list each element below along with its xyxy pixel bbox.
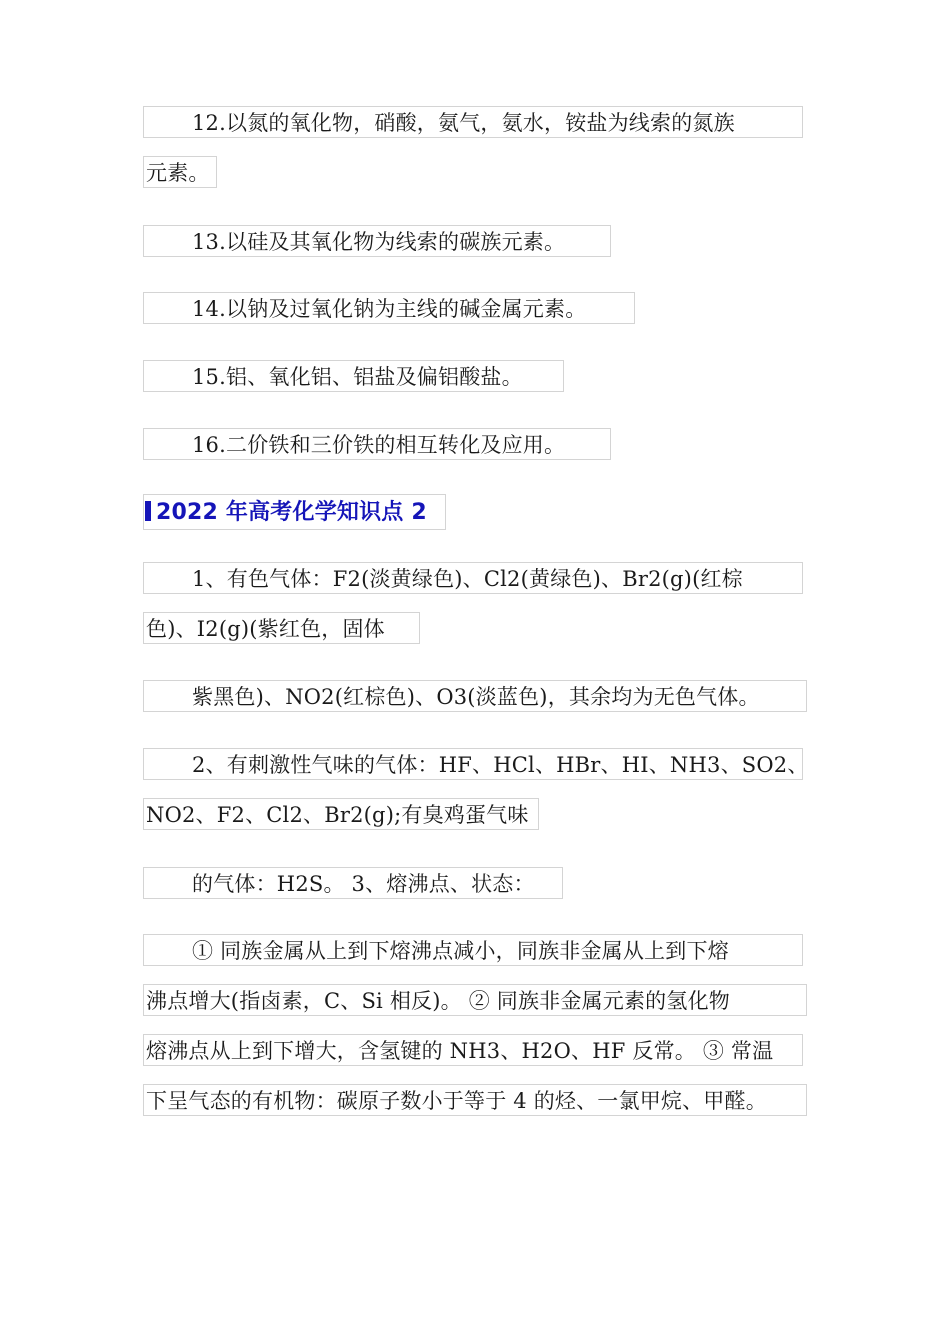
text-line: ① 同族金属从上到下熔沸点减小，同族非金属从上到下熔: [143, 934, 803, 966]
text-line: 16.二价铁和三价铁的相互转化及应用。: [143, 428, 611, 460]
text-line: 13.以硅及其氧化物为线索的碳族元素。: [143, 225, 611, 257]
text-line: 2、有刺激性气味的气体：HF、HCl、HBr、HI、NH3、SO2、: [143, 748, 803, 780]
text-line: 熔沸点从上到下增大，含氢键的 NH3、H2O、HF 反常。 ③ 常温: [143, 1034, 803, 1066]
text-line: 12.以氮的氧化物，硝酸，氨气，氨水，铵盐为线索的氮族: [143, 106, 803, 138]
text-line: 色)、I2(g)(紫红色，固体: [143, 612, 420, 644]
text-line: NO2、F2、Cl2、Br2(g);有臭鸡蛋气味: [143, 798, 539, 830]
section-heading: [143, 494, 446, 530]
text-cursor-marker: [145, 501, 151, 521]
text-line: 1、有色气体：F2(淡黄绿色)、Cl2(黄绿色)、Br2(g)(红棕: [143, 562, 803, 594]
text-line: 沸点增大(指卤素，C、Si 相反)。 ② 同族非金属元素的氢化物: [143, 984, 807, 1016]
section-heading-text: 2022 年高考化学知识点 2: [156, 500, 427, 525]
text-line: 元素。: [143, 156, 217, 188]
text-line: 紫黑色)、NO2(红棕色)、O3(淡蓝色)，其余均为无色气体。: [143, 680, 807, 712]
text-line: 的气体：H2S。 3、熔沸点、状态：: [143, 867, 563, 899]
text-line: 15.铝、氧化铝、铝盐及偏铝酸盐。: [143, 360, 564, 392]
text-line: 下呈气态的有机物：碳原子数小于等于 4 的烃、一氯甲烷、甲醛。: [143, 1084, 807, 1116]
text-line: 14.以钠及过氧化钠为主线的碱金属元素。: [143, 292, 635, 324]
